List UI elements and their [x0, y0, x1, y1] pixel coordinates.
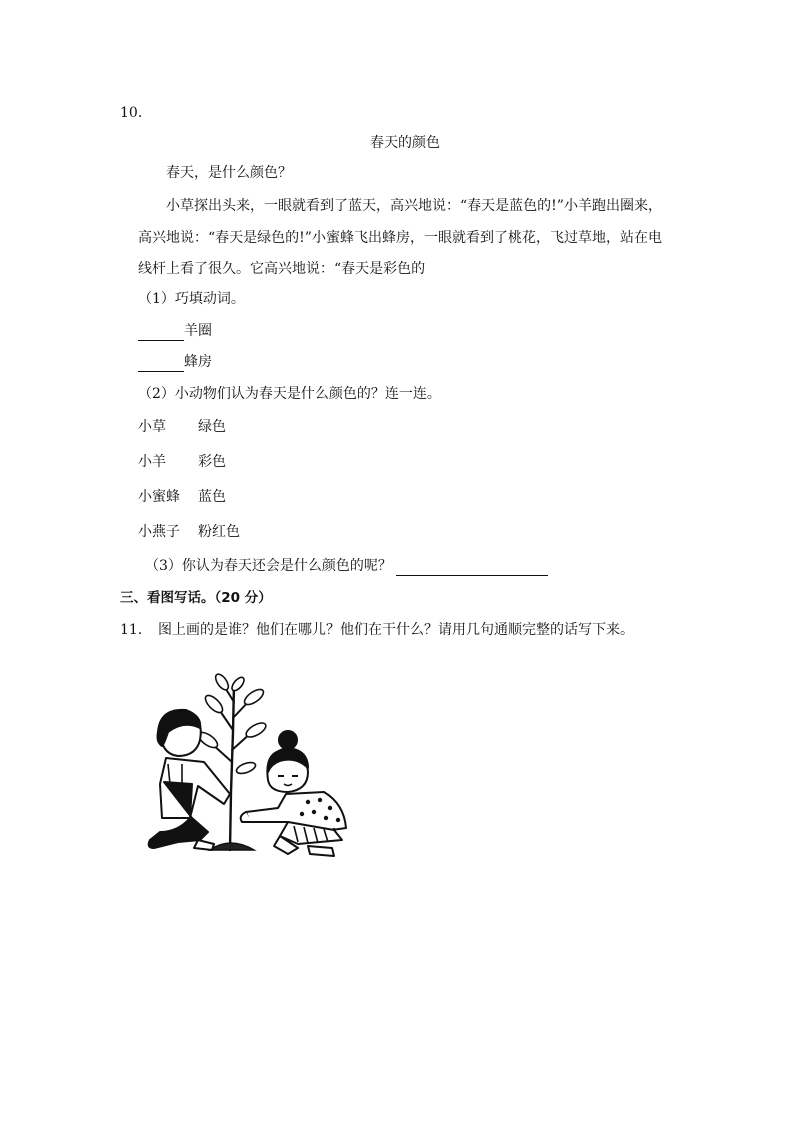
question-10-number: 10． [120, 105, 152, 121]
question-11-prompt: 图上画的是谁？他们在哪儿？他们在干什么？请用几句通顺完整的话写下来。 [158, 622, 634, 638]
fill-blank-row-1 [138, 321, 212, 341]
passage-line-3: 高兴地说：“春天是绿色的!”小蜜蜂飞出蜂房，一眼就看到了桃花，飞过草地，站在电 [138, 230, 662, 246]
match-row [138, 522, 240, 542]
subquestion-2-prompt: （2）小动物们认为春天是什么颜色的？连一连。 [138, 386, 441, 402]
passage-title: 春天的颜色 [370, 135, 440, 151]
match-left-item[interactable]: 小草 [138, 419, 166, 435]
match-right-item[interactable]: 绿色 [198, 419, 226, 435]
match-right-item[interactable]: 彩色 [198, 454, 226, 470]
match-right-item[interactable]: 粉红色 [198, 524, 240, 540]
children-planting-tree-illustration [138, 672, 354, 858]
subquestion-1-prompt: （1）巧填动词。 [138, 291, 245, 307]
match-row [138, 417, 226, 437]
question-11-number: 11． [120, 622, 152, 638]
answer-blank-1[interactable] [138, 325, 184, 341]
match-right-item[interactable]: 蓝色 [198, 489, 226, 505]
answer-blank-3[interactable] [396, 560, 548, 576]
blank-2-suffix: 蜂房 [184, 354, 212, 370]
subquestion-3-row [145, 556, 548, 576]
blank-1-suffix: 羊圈 [184, 323, 212, 339]
fill-blank-row-2 [138, 352, 212, 372]
passage-line-4: 线杆上看了很久。它高兴地说：“春天是彩色的 [138, 261, 426, 277]
section-3-heading: 三、看图写话。（20 分） [120, 590, 272, 606]
match-left-item[interactable]: 小羊 [138, 454, 166, 470]
subquestion-3-prompt: （3）你认为春天还会是什么颜色的呢？ [145, 558, 392, 574]
match-row [138, 487, 226, 507]
match-left-item[interactable]: 小燕子 [138, 524, 180, 540]
passage-line-1: 春天，是什么颜色？ [166, 165, 292, 181]
match-row [138, 452, 226, 472]
match-left-item[interactable]: 小蜜蜂 [138, 489, 180, 505]
passage-line-2: 小草探出头来，一眼就看到了蓝天，高兴地说：“春天是蓝色的!”小羊跑出圈来， [166, 198, 662, 214]
answer-blank-2[interactable] [138, 356, 184, 372]
question-11 [120, 620, 634, 640]
